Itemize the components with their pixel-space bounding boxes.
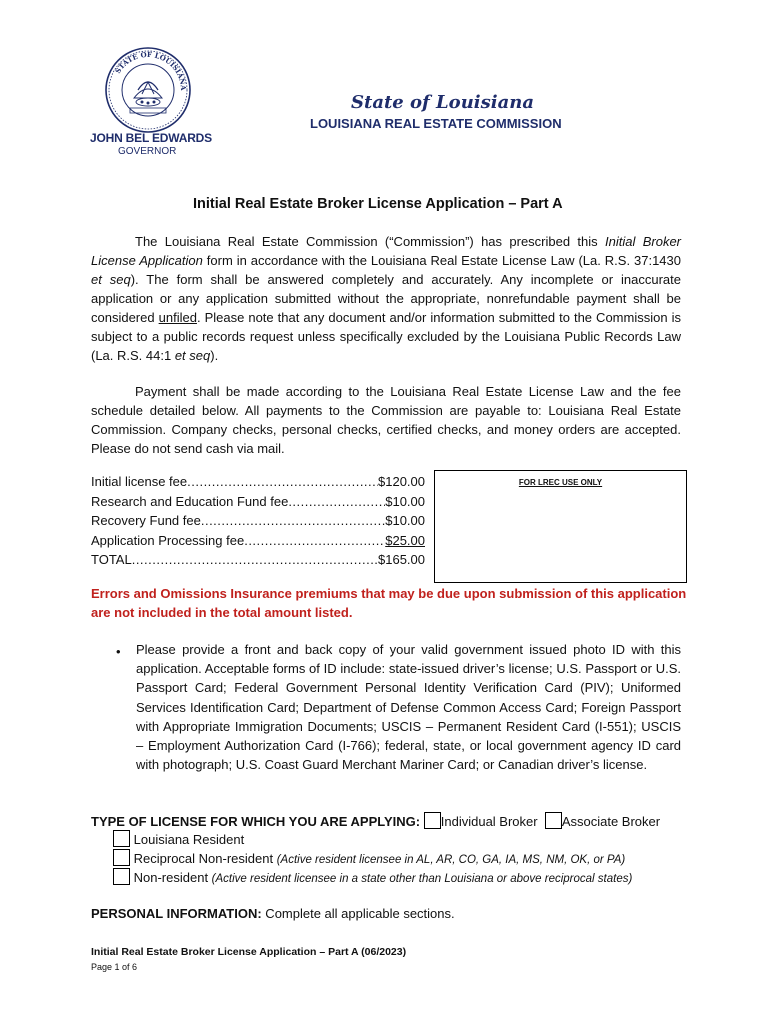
reciprocal-note: (Active resident licensee in AL, AR, CO, GA, IA, MS, NM, OK, or PA)	[276, 854, 626, 866]
commission-name: LOUISIANA REAL ESTATE COMMISSION	[310, 116, 562, 131]
individual-broker-label: Individual Broker	[440, 814, 538, 829]
nonresident-checkbox[interactable]	[113, 868, 130, 885]
nonresident-label: Non-resident	[133, 870, 212, 885]
governor-title: GOVERNOR	[118, 146, 177, 157]
fee-row-research: Research and Education Fund fee ..... $10.00	[91, 492, 425, 512]
reciprocal-nonresident-checkbox[interactable]	[113, 849, 130, 866]
reciprocal-option	[113, 849, 625, 870]
svg-text:STATE OF LOUISIANA: STATE OF LOUISIANA	[113, 49, 189, 91]
personal-information-heading	[91, 906, 455, 921]
lrec-use-only-label: FOR LREC USE ONLY	[518, 478, 603, 487]
license-type-row	[91, 812, 660, 831]
state-title: State of Louisiana	[351, 92, 534, 113]
fee-row-recovery: Recovery Fund fee ..... $10.00	[91, 511, 425, 531]
footer-form-title: Initial Real Estate Broker License Application – Part A (06/2023)	[91, 946, 407, 958]
louisiana-resident-checkbox[interactable]	[113, 830, 130, 847]
state-seal	[104, 46, 192, 134]
intro-paragraph-1: The Louisiana Real Estate Commission (“Commission”) has prescribed this Initial Broker License Application form in accordance with the Louisiana Real Estate License Law (La. R.S. 37:1430 et seq). The form shall be answered completely and accurately. Any incomplete or inaccurate application or any application submitted without the appropriate, nonrefundable payment shall be considered unfiled. Please note that any document and/or information submitted to the Commission is subject to a public records request unless specifically excluded by the Louisiana Public Records Law (La. R.S. 44:1 et seq).	[91, 234, 682, 363]
license-type-prompt: TYPE OF LICENSE FOR WHICH YOU ARE APPLYING:	[91, 814, 421, 829]
document-title: Initial Real Estate Broker License Application – Part A	[193, 196, 563, 212]
personal-information-label: PERSONAL INFORMATION:	[91, 906, 262, 921]
errors-omissions-notice: Errors and Omissions Insurance premiums that may be due upon submission of this application are not included in the total amount listed.	[91, 586, 687, 620]
personal-information-text: Complete all applicable sections.	[261, 906, 455, 921]
resident-option	[113, 830, 244, 849]
fee-row-processing: Application Processing fee ..... $25.00	[91, 531, 425, 551]
intro-paragraph-2: Payment shall be made according to the Louisiana Real Estate License Law and the fee schedule detailed below. All payments to the Commission are payable to: Louisiana Real Estate Commission. Company checks, personal checks, certified checks, and money orders are accepted. Please do not send cash via mail.	[91, 384, 681, 456]
associate-broker-label: Associate Broker	[561, 814, 661, 829]
associate-broker-checkbox[interactable]	[545, 812, 562, 829]
nonresident-note: (Active resident licensee in a state other than Louisiana or above reciprocal states)	[211, 873, 633, 885]
lrec-use-only-box	[434, 470, 687, 583]
nonresident-option	[113, 868, 632, 889]
fee-row-initial: Initial license fee ..... $120.00	[91, 472, 425, 492]
reciprocal-nonresident-label: Reciprocal Non-resident	[133, 851, 277, 866]
footer-page-number: Page 1 of 6	[91, 962, 138, 972]
individual-broker-checkbox[interactable]	[424, 812, 441, 829]
photo-id-instructions: Please provide a front and back copy of your valid government issued photo ID with this application. Acceptable forms of ID include: state-issued driver’s license; U.S. Passport or U.S. Passport Card; Federal Government Personal Identity Verification Card (PIV); Uniformed Services Identification Card; Department of Defense Common Access Card; Foreign Passport with Appropriate Immigration Documents; USCIS – Permanent Resident Card (I-551); USCIS – Employment Authorization Card (I-766); federal, state, or local government agency ID card with photograph; U.S. Coast Guard Merchant Mariner Card; or Canadian driver’s license.	[136, 642, 681, 773]
fee-schedule	[91, 472, 425, 570]
louisiana-resident-label: Louisiana Resident	[133, 832, 245, 847]
bullet-icon: •	[116, 644, 121, 659]
fee-row-total: TOTAL ..... $165.00	[91, 550, 425, 570]
governor-name: JOHN BEL EDWARDS	[90, 131, 212, 145]
